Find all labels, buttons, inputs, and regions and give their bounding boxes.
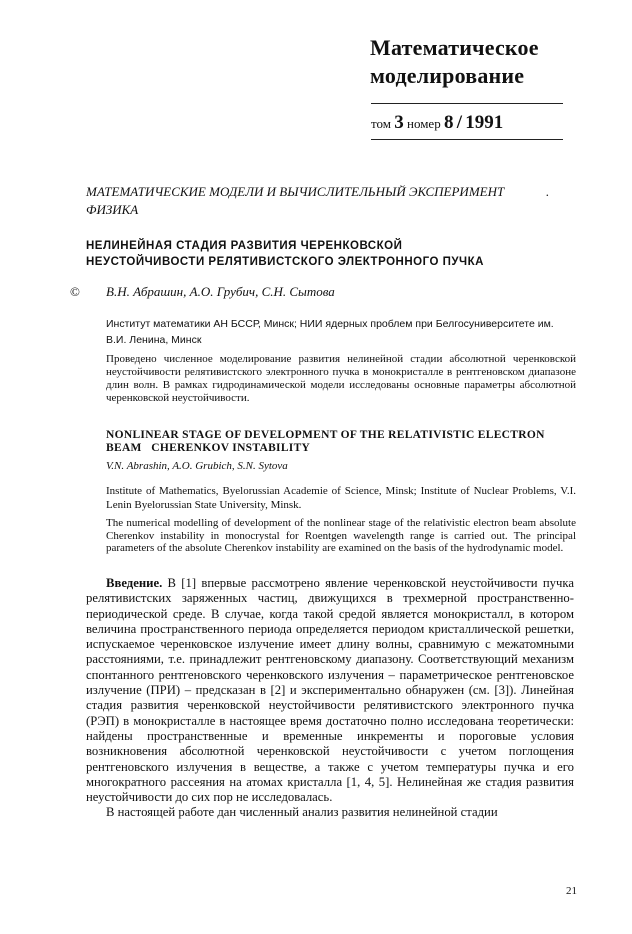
article-title-ru-line2: НЕУСТОЙЧИВОСТИ РЕЛЯТИВИСТСКОГО ЭЛЕКТРОННОГО ПУЧКА	[86, 256, 484, 268]
copyright-mark: ©	[70, 284, 80, 299]
article-title-ru	[86, 238, 566, 270]
intro-label: Введение.	[106, 576, 163, 590]
body-paragraph-1-text: В [1] впервые рассмотрено явление черенковской неустойчивости пучка релятивистских заряженных частиц, движущихся в трехмерной пространственно-периодической среде. В случае, когда такой средой является монокристалл, в котором величина пространственного периода определяется периодом кристаллической решетки, испускаемое черенковское излучение имеет длину волны, сравнимую с межатомными расстояниями, т.е. принадлежит рентгеновскому диапазону. Соответствующий механизм спонтанного рентгеновского черенковского излучения – параметрическое рентгеновское излучение (ПРИ) – предсказан в [2] и экспериментально обнаружен (см. [3]). Линейная стадия развития черенковской неустойчивости релятивистского электронного пучка (РЭП) в монокристалле в настоящее время достаточно полно исследована теоретически: найдены пространственные и временные инкременты и пороговые условия возникновения абсолютной черенковской неустойчивости с учетом поглощения рентгеновского излучения в веществе, а также с учетом температуры пучка и его многократного рассеяния на атомах кристалла [1, 4, 5]. Нелинейная же стадия развития неустойчивости до сих пор не исследовалась.	[86, 576, 574, 805]
section-heading-mark: .	[546, 184, 550, 199]
article-title-en-line1: NONLINEAR STAGE OF DEVELOPMENT OF THE RELATIVISTIC ELECTRON	[106, 429, 545, 441]
article-title-en-line2: BEAM CHERENKOV INSTABILITY	[106, 441, 311, 454]
issue-label: номер	[407, 116, 441, 131]
authors-en: V.N. Abrashin, A.O. Grubich, S.N. Sytova	[106, 460, 288, 472]
header-rule-bottom	[371, 139, 563, 140]
article-title-en	[106, 429, 576, 454]
article-title-ru-line1: НЕЛИНЕЙНАЯ СТАДИЯ РАЗВИТИЯ ЧЕРЕНКОВСКОЙ	[86, 240, 403, 252]
header-rule-top	[371, 103, 563, 104]
page-number: 21	[566, 885, 577, 897]
volume-label: том	[371, 116, 391, 131]
volume-number: 3	[394, 112, 404, 133]
volume-issue-line	[371, 112, 503, 134]
body-paragraph-1	[86, 576, 574, 805]
journal-title	[370, 34, 610, 90]
section-heading-line2: ФИЗИКА	[86, 202, 139, 217]
issue-separator: /	[456, 112, 462, 133]
authors-ru: В.Н. Абрашин, А.О. Грубич, С.Н. Сытова	[106, 284, 335, 299]
affiliation-en: Institute of Mathematics, Byelorussian Academie of Science, Minsk; Institute of Nuclear Problems, V.I. Lenin Byelorussian State University, Minsk.	[106, 485, 576, 511]
year: 1991	[465, 112, 504, 133]
abstract-ru: Проведено численное моделирование развития нелинейной стадии абсолютной черенковской неустойчивости релятивистского электронного пучка в монокристалле в рентгеновском диапазоне длин волн. В рамках гидродинамической модели исследованы основные параметры абсолютной черенковской неустойчивости.	[106, 353, 576, 404]
affiliation-ru: Институт математики АН БССР, Минск; НИИ ядерных проблем при Белгосуниверситете им. В.И. Ленина, Минск	[106, 318, 554, 346]
body-text	[86, 576, 574, 821]
abstract-en: The numerical modelling of development of the nonlinear stage of the relativistic electron beam absolute Cherenkov instability in monocrystal for Roentgen wavelength range is carried out. The principal parameters of the absolute Cherenkov instability are examined on the basis of the hydrodynamic model.	[106, 517, 576, 554]
journal-title-line1: Математическое	[370, 35, 539, 60]
section-heading	[86, 183, 566, 219]
journal-title-line2: моделирование	[370, 63, 525, 88]
issue-number: 8	[443, 112, 454, 133]
body-paragraph-2: В настоящей работе дан численный анализ развития нелинейной стадии	[106, 805, 498, 820]
section-heading-line1: МАТЕМАТИЧЕСКИЕ МОДЕЛИ И ВЫЧИСЛИТЕЛЬНЫЙ ЭКСПЕРИМЕНТ	[86, 184, 505, 199]
